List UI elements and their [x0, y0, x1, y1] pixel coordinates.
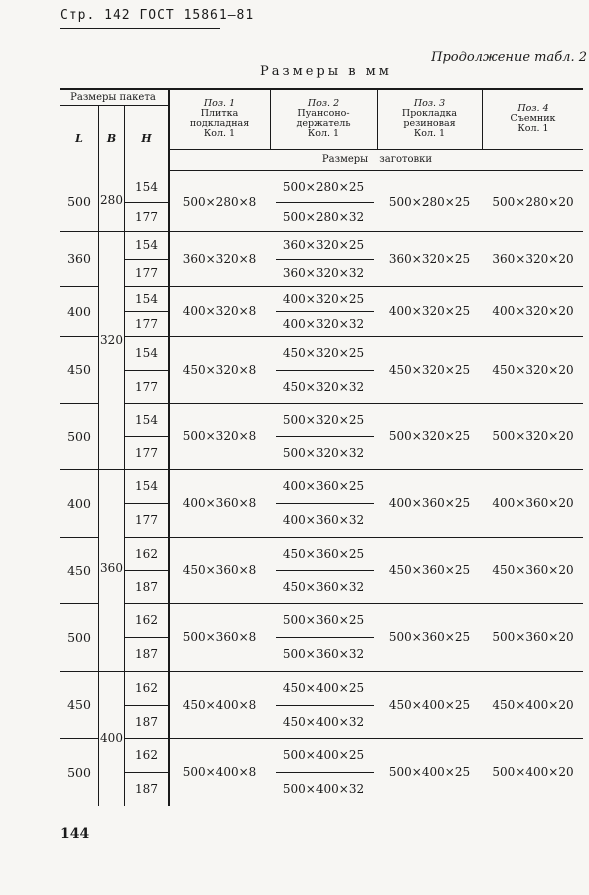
- row-H-value: 177: [135, 513, 158, 527]
- row-pos4-value: 500×360×20: [492, 630, 574, 644]
- row-pos4-value: 360×320×20: [492, 251, 574, 266]
- row-pos1-value: 400×320×8: [182, 304, 257, 318]
- row-H-value: 154: [135, 238, 158, 252]
- table-rule-vertical: [168, 89, 170, 806]
- row-pos2-value: 450×360×32: [282, 579, 365, 594]
- row-L-value: 400: [67, 303, 91, 319]
- b-value-360: 360: [100, 561, 123, 575]
- col-header-pos4: [483, 89, 583, 149]
- table-rule-horizontal: [125, 738, 583, 739]
- row-H-value: 154: [135, 412, 158, 427]
- row-pos3-value: 450×400×25: [388, 697, 471, 712]
- row-H-value: 154: [135, 291, 158, 306]
- table-rule-horizontal: [125, 603, 583, 604]
- row-pos4-value: 450×400×20: [492, 697, 574, 712]
- col-header-pos1: [170, 89, 269, 149]
- pos3-number: Поз. 3: [413, 98, 446, 109]
- row-pos4-value: 500×280×20: [492, 194, 574, 209]
- table-rule-horizontal: [170, 170, 583, 171]
- row-L-value: 360: [67, 251, 91, 266]
- row-pos3-value: 360×320×25: [388, 251, 471, 266]
- row-H-value: 177: [135, 445, 158, 460]
- table-rule-horizontal: [60, 403, 98, 404]
- pos1-qty: Кол. 1: [203, 128, 236, 139]
- row-pos3-value: 500×360×25: [388, 630, 471, 644]
- pos3-name: Прокладка резиновая: [401, 108, 458, 129]
- table-rule-horizontal: [60, 537, 98, 538]
- row-pos4-value: 450×320×20: [492, 362, 574, 377]
- b-value-280: 280: [100, 192, 123, 207]
- row-L-value: 500: [67, 629, 91, 645]
- table-rule-horizontal: [125, 671, 583, 672]
- row-pos3-value: 400×360×25: [388, 496, 471, 510]
- table-rule-horizontal: [125, 336, 583, 337]
- b-value-320: 320: [100, 333, 123, 347]
- row-L-value: 500: [67, 428, 91, 444]
- table-rule-horizontal: [276, 637, 374, 638]
- row-pos2-value: 450×400×32: [282, 714, 365, 729]
- table-rule-horizontal: [60, 603, 98, 604]
- row-pos1-value: 400×360×8: [182, 496, 257, 510]
- table-rule-horizontal: [125, 469, 583, 470]
- row-pos2-value: 400×360×32: [282, 513, 365, 527]
- row-H-value: 162: [135, 748, 158, 762]
- row-pos3-value: 500×280×25: [388, 194, 471, 209]
- row-pos4-value: 500×400×20: [492, 765, 574, 779]
- table-rule-vertical: [124, 106, 125, 806]
- pos2-name: Пуансоно- держатель: [296, 108, 351, 129]
- table-rule-horizontal: [60, 105, 168, 106]
- table-rule-horizontal: [99, 231, 124, 232]
- row-pos4-value: 500×320×20: [492, 429, 574, 443]
- page-header: Стр. 142 ГОСТ 15861—81: [60, 8, 255, 23]
- row-L-value: 500: [67, 194, 91, 209]
- table-rule-horizontal: [60, 286, 98, 287]
- row-H-value: 162: [135, 613, 158, 627]
- table-rule-horizontal: [60, 738, 98, 739]
- row-pos2-value: 500×280×32: [282, 209, 365, 224]
- row-pos2-value: 400×320×32: [282, 316, 365, 331]
- row-pos2-value: 500×400×25: [282, 748, 365, 762]
- row-H-value: 162: [135, 546, 158, 561]
- row-H-value: 187: [135, 579, 158, 594]
- row-H-value: 187: [135, 782, 158, 796]
- row-pos2-value: 360×320×32: [282, 265, 365, 280]
- row-H-value: 187: [135, 647, 158, 661]
- units-label: Размеры в мм: [260, 64, 392, 79]
- row-H-value: 154: [135, 479, 158, 493]
- row-H-value: 187: [135, 714, 158, 729]
- table-rule-horizontal: [170, 149, 583, 150]
- table-rule-horizontal: [125, 503, 168, 504]
- row-L-value: 450: [67, 362, 91, 377]
- table-rule-horizontal: [125, 705, 168, 706]
- row-pos3-value: 500×400×25: [388, 765, 471, 779]
- row-H-value: 162: [135, 681, 158, 695]
- table-rule-horizontal: [99, 469, 124, 470]
- row-pos2-value: 450×360×25: [282, 546, 365, 561]
- row-pos4-value: 450×360×20: [492, 563, 574, 577]
- pos2-number: Поз. 2: [307, 98, 340, 109]
- table-rule-horizontal: [125, 637, 168, 638]
- row-H-value: 154: [135, 346, 158, 360]
- row-pos2-value: 450×400×25: [282, 681, 365, 695]
- row-L-value: 400: [67, 495, 91, 511]
- packet-size-header: Размеры пакета: [70, 91, 156, 103]
- table-rule-horizontal: [276, 202, 374, 203]
- pos4-name: Съемник: [510, 113, 556, 124]
- table-rule-horizontal: [125, 286, 583, 287]
- table-rule-horizontal: [60, 671, 98, 672]
- row-pos2-value: 450×320×25: [282, 346, 365, 360]
- col-header-B: B: [106, 131, 117, 145]
- pos4-qty: Кол. 1: [517, 123, 549, 134]
- pos3-qty: Кол. 1: [413, 128, 446, 139]
- page-number: 144: [60, 826, 90, 842]
- table-rule-horizontal: [99, 671, 124, 672]
- row-pos3-value: 450×320×25: [388, 362, 471, 377]
- row-pos3-value: 450×360×25: [388, 563, 471, 577]
- b-value-400: 400: [100, 731, 123, 745]
- row-pos2-value: 400×320×25: [282, 291, 365, 306]
- pos1-number: Поз. 1: [203, 98, 236, 109]
- row-pos4-value: 400×320×20: [492, 304, 574, 318]
- table-rule-horizontal: [60, 336, 98, 337]
- row-pos2-value: 360×320×25: [282, 238, 365, 252]
- row-H-value: 154: [135, 180, 158, 194]
- pos2-qty: Кол. 1: [307, 128, 340, 139]
- row-pos2-value: 500×320×32: [282, 445, 365, 460]
- table-rule-horizontal: [60, 469, 98, 470]
- pos4-number: Поз. 4: [517, 103, 549, 114]
- row-pos1-value: 450×400×8: [182, 697, 257, 712]
- row-H-value: 177: [135, 265, 158, 280]
- table-rule-horizontal: [125, 403, 583, 404]
- row-pos2-value: 500×360×32: [282, 647, 365, 661]
- row-pos1-value: 500×400×8: [182, 765, 257, 779]
- table-rule-vertical: [377, 89, 378, 149]
- row-pos3-value: 400×320×25: [388, 304, 471, 318]
- col-header-L: L: [75, 131, 83, 145]
- row-H-value: 177: [135, 379, 158, 394]
- row-pos3-value: 500×320×25: [388, 429, 471, 443]
- blank-size-header: Размеры заготовки: [321, 154, 433, 165]
- table-rule-horizontal: [276, 705, 374, 706]
- row-L-value: 500: [67, 764, 91, 780]
- table-rule-horizontal: [276, 772, 374, 773]
- table-rule-vertical: [482, 89, 483, 149]
- table-rule-horizontal: [125, 231, 583, 232]
- row-H-value: 177: [135, 316, 158, 331]
- table-rule-horizontal: [276, 436, 374, 437]
- table-rule-horizontal: [276, 570, 374, 571]
- row-pos1-value: 500×280×8: [182, 194, 257, 209]
- table-rule-horizontal: [60, 231, 98, 232]
- row-L-value: 450: [67, 562, 91, 578]
- table-rule-vertical: [270, 89, 271, 149]
- col-header-H: H: [141, 131, 152, 145]
- table-rule-horizontal: [276, 311, 374, 312]
- table-rule-horizontal: [276, 503, 374, 504]
- table-rule-horizontal: [125, 370, 168, 371]
- table-rule-horizontal: [60, 88, 583, 90]
- table-rule-horizontal: [125, 772, 168, 773]
- pos1-name: Плитка подкладная: [189, 108, 250, 129]
- table-rule-horizontal: [276, 259, 374, 260]
- row-pos2-value: 500×280×25: [282, 180, 365, 194]
- table-rule-horizontal: [125, 202, 168, 203]
- table-rule-horizontal: [125, 537, 583, 538]
- table-rule-horizontal: [125, 570, 168, 571]
- row-pos2-value: 500×360×25: [282, 613, 365, 627]
- row-pos4-value: 400×360×20: [492, 496, 574, 510]
- row-pos2-value: 500×400×32: [282, 782, 365, 796]
- table-rule-vertical: [98, 106, 99, 806]
- col-header-pos3: [378, 89, 481, 149]
- row-pos1-value: 500×360×8: [182, 630, 257, 644]
- table-continuation: Продолжение табл. 2: [431, 50, 587, 65]
- row-pos2-value: 450×320×32: [282, 379, 365, 394]
- row-pos1-value: 360×320×8: [182, 251, 257, 266]
- row-L-value: 450: [67, 697, 91, 712]
- row-pos1-value: 450×360×8: [182, 563, 257, 577]
- table-rule-horizontal: [276, 370, 374, 371]
- table-rule-horizontal: [125, 436, 168, 437]
- row-pos2-value: 400×360×25: [282, 479, 365, 493]
- row-H-value: 177: [135, 209, 158, 224]
- row-pos1-value: 500×320×8: [182, 429, 257, 443]
- col-header-pos2: [271, 89, 376, 149]
- table-rule-horizontal: [125, 311, 168, 312]
- row-pos1-value: 450×320×8: [182, 362, 257, 377]
- row-pos2-value: 500×320×25: [282, 412, 365, 427]
- table-rule-horizontal: [125, 259, 168, 260]
